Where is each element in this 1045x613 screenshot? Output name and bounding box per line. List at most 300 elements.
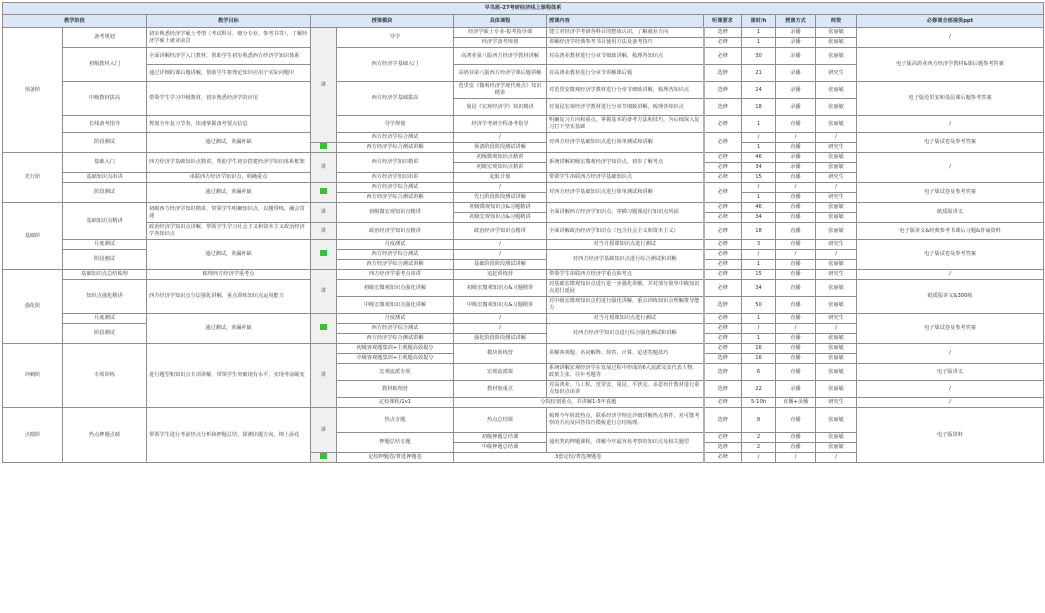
- goal: 初级西方经济学知识精讲，带领学生明确知识点，以题带练，融会贯通: [147, 203, 311, 223]
- header-ppt: 必修课全部提供ppt: [857, 15, 1044, 28]
- mode: 直播: [776, 223, 816, 240]
- teacher: 张丽敏: [816, 38, 857, 48]
- header-goal: 教学目标: [147, 15, 311, 28]
- hours: /: [742, 183, 776, 193]
- table-row: [3, 116, 1044, 133]
- hours: 8: [742, 408, 776, 433]
- hours: 18: [742, 99, 776, 116]
- sub-stage: 阶段测试: [63, 324, 147, 344]
- teacher: /: [816, 183, 857, 193]
- course: 初级微观知识点&习题精讲: [454, 203, 547, 213]
- hours: 2: [742, 443, 776, 453]
- hours: 22: [742, 381, 776, 398]
- requirement: 选修: [704, 381, 742, 398]
- course: 初级宏微观知识点&习题精讲: [454, 280, 547, 297]
- hours: 34: [742, 163, 776, 173]
- goal: 通过测试，查漏补缺: [147, 183, 311, 203]
- sub-stage: 备考规划: [63, 28, 147, 48]
- content: 系统讲解初级宏微观经济学知识点，初步了解考点: [547, 153, 704, 173]
- hours: 1: [742, 334, 776, 344]
- content: 对当月授课知识点进行测试: [547, 314, 704, 324]
- hours: 1: [742, 314, 776, 324]
- table-row: [3, 344, 1044, 354]
- teacher: 研究生: [816, 398, 857, 408]
- mode: /: [776, 133, 816, 143]
- header-teacher: 师资: [816, 15, 857, 28]
- teacher: 张丽敏: [816, 153, 857, 163]
- mode: 录播: [776, 48, 816, 65]
- requirement: 必修: [704, 153, 742, 163]
- module: 西方经济学综合测试: [337, 324, 454, 334]
- teacher: 研究生: [816, 173, 857, 183]
- requirement: 必修: [704, 260, 742, 270]
- content: 讲解客观题、名词解释、简答、计算、论述答题技巧: [547, 344, 704, 364]
- content: 建立对经济学考研各科目的整体认识，了解就业方向: [547, 28, 704, 38]
- hours: /: [742, 324, 776, 334]
- course: 政治经济学知识点精讲: [454, 223, 547, 240]
- module: 月度测试: [337, 314, 454, 324]
- sub-stage: 基础知识点精讲: [63, 203, 147, 240]
- teacher: 研究生: [816, 270, 857, 280]
- mode: 直播: [776, 344, 816, 354]
- type-lecture: 讲: [311, 28, 337, 143]
- type-lecture: 讲: [311, 344, 337, 408]
- module: 西方经济学综合测试讲解: [337, 193, 454, 203]
- goal: 进行题型和知识点专项讲解，带领学生突破现有水平，实现考前蜕变: [147, 344, 311, 408]
- mode: 直播+录播: [776, 398, 816, 408]
- test-marker-icon: 测: [320, 324, 326, 331]
- hours: /: [742, 453, 776, 463]
- hours: 46: [742, 203, 776, 213]
- table-row: [3, 28, 1044, 38]
- mode: 直播: [776, 443, 816, 453]
- table-row: [3, 48, 1044, 65]
- type-lecture: 讲: [311, 153, 337, 183]
- content: 带领学生串联西方经济学重点和考点: [547, 270, 704, 280]
- type-lecture: 讲: [311, 203, 337, 223]
- teacher: 研究生: [816, 143, 857, 153]
- sub-stage: 中级教材拔高: [63, 82, 147, 116]
- sub-stage: 月度测试: [63, 240, 147, 250]
- teacher: 张丽敏: [816, 408, 857, 433]
- ppt: /: [857, 398, 1044, 408]
- course: /: [454, 133, 547, 143]
- sub-stage: 知识点强化精讲: [63, 280, 147, 314]
- hours: /: [742, 133, 776, 143]
- requirement: 必修: [704, 116, 742, 133]
- sub-stage: 专项训练: [63, 344, 147, 408]
- teacher: 张丽敏: [816, 48, 857, 65]
- requirement: 选修: [704, 65, 742, 82]
- module: 导学: [337, 28, 454, 48]
- teacher: 张丽敏: [816, 344, 857, 354]
- requirement: 选修: [704, 443, 742, 453]
- hours: 16: [742, 344, 776, 354]
- goal: 西方经济学基础知识点精讲，帮助学生初步搭建经济学知识体系框架: [147, 153, 311, 173]
- sub-stage: 阶段测试: [63, 133, 147, 153]
- mode: 直播: [776, 203, 816, 213]
- course: 教材划重点: [454, 381, 547, 398]
- content: 对曼昆宏观经济学教材进行分章节细致讲解，梳理各知识点: [547, 99, 704, 116]
- hours: 50: [742, 297, 776, 314]
- sub-stage: 热点押题点睛: [63, 408, 147, 463]
- requirement: 必修: [704, 173, 742, 183]
- content: 带领学生串联西方经济学基础知识点: [547, 173, 704, 183]
- hours: /: [742, 250, 776, 260]
- content: 对西方经济学基础知识点进行综合测试和讲解: [547, 250, 704, 270]
- sub-stage: 基础知识点串讲: [63, 173, 147, 183]
- goal: 通过测试，查漏补缺: [147, 314, 311, 344]
- module: 西方经济学知识精讲: [337, 153, 454, 173]
- hours: 1: [742, 116, 776, 133]
- table-row: [3, 223, 1044, 240]
- ppt: /: [857, 270, 1044, 280]
- course: 初级宏观知识点精讲: [454, 163, 547, 173]
- course: 热点总结课: [454, 408, 547, 433]
- type-lecture: 讲: [311, 408, 337, 453]
- requirement: 必修: [704, 344, 742, 354]
- stage-name: 基础阶: [3, 203, 63, 270]
- hours: 1: [742, 193, 776, 203]
- mode: 直播: [776, 193, 816, 203]
- sub-stage: 阶段测试: [63, 183, 147, 203]
- mode: 直播: [776, 364, 816, 381]
- header-content: 授课内容: [547, 15, 704, 28]
- mode: 直播: [776, 240, 816, 250]
- content: 对高鸿业教材进行分章节细致讲解，梳理各知识点: [547, 48, 704, 65]
- test-marker-icon: 测: [320, 143, 326, 150]
- ppt: 电子版讲义&经典参考书课后习题&背诵资料: [857, 223, 1044, 240]
- teacher: 张丽敏: [816, 433, 857, 443]
- course: 追赶训练营: [454, 270, 547, 280]
- test-marker-icon: 测: [320, 453, 326, 460]
- stage-name: 冲刺阶: [3, 344, 63, 408]
- hours: 21: [742, 65, 776, 82]
- mode: 直播: [776, 260, 816, 270]
- teacher: /: [816, 453, 857, 463]
- ppt: 电子版试卷及参考答案: [857, 183, 1044, 203]
- hours: 18: [742, 223, 776, 240]
- content: 全面讲解政治经济学知识点（包含社会主义和资本主义）: [547, 223, 704, 240]
- mode: 直播: [776, 213, 816, 223]
- module: 政治经济学知识点精讲: [337, 223, 454, 240]
- requirement: 选修: [704, 364, 742, 381]
- ppt: /: [857, 381, 1044, 398]
- content: 全面讲解西方经济学知识点，穿插习题课进行知识点巩固: [547, 203, 704, 223]
- teacher: 张丽敏: [816, 297, 857, 314]
- teacher: /: [816, 324, 857, 334]
- ppt: /: [857, 153, 1044, 183]
- mode: 直播: [776, 408, 816, 433]
- table-row: [3, 153, 1044, 163]
- sub-stage: 月度测试: [63, 314, 147, 324]
- hours: 34: [742, 213, 776, 223]
- type-test: [311, 143, 337, 153]
- requirement: 必修: [704, 48, 742, 65]
- sub-stage: 基础入门: [63, 153, 147, 173]
- mode: 录播: [776, 153, 816, 163]
- hours: 1: [742, 260, 776, 270]
- ppt: 电子版试卷及参考答案: [857, 133, 1044, 153]
- ppt: 电子版试卷及参考答案: [857, 314, 1044, 344]
- content: 对西方经济学基础知识点进行简单测试和讲解: [547, 133, 704, 153]
- teacher: 张丽敏: [816, 203, 857, 213]
- type-lecture: 讲: [311, 270, 337, 314]
- hours: 16: [742, 354, 776, 364]
- table-row: [3, 270, 1044, 280]
- hours: 15: [742, 173, 776, 183]
- header-requirement: 听课要求: [704, 15, 742, 28]
- module: 教材梳理营: [337, 381, 454, 398]
- requirement: 选修: [704, 99, 742, 116]
- hours: 1: [742, 28, 776, 38]
- stage-name: 强化阶: [3, 270, 63, 344]
- module: 宏观流派专项: [337, 364, 454, 381]
- mode: /: [776, 250, 816, 260]
- module: 西方经济学基础拔高: [337, 82, 454, 116]
- course: 中级押题总结课: [454, 443, 547, 453]
- requirement: 必修: [704, 240, 742, 250]
- goal: 通过测试，查漏补缺: [147, 240, 311, 270]
- table-row: [3, 280, 1044, 297]
- module: 中级客观题集训+主观题高效提分: [337, 354, 454, 364]
- goal: 规划全年复习节奏，快速掌握备考要点信息: [147, 116, 311, 133]
- content: 对范里安微观经济学教材进行分章节细致讲解，梳理各知识点: [547, 82, 704, 99]
- content: 梳理今年时政热点，联系经济学理论详细讲解热点事件，对可能考察的方向及回答技巧模板进行总结梳理。: [547, 408, 704, 433]
- ppt: /: [857, 116, 1044, 133]
- module: 西方经济学综合测试: [337, 250, 454, 260]
- module: 定校押题卷/菁选押题卷: [337, 453, 454, 463]
- course: 高鸿业第八版西方经济学课后题讲解: [454, 65, 547, 82]
- hours: 5-10h: [742, 398, 776, 408]
- ppt: 纸质版讲义: [857, 203, 1044, 223]
- mode: 直播: [776, 297, 816, 314]
- mode: 录播: [776, 381, 816, 398]
- module: 西方经济学综合测试讲解: [337, 334, 454, 344]
- content: 系统讲解宏观经济学在发展过程中形成的6大流派及其代表人物、政策主张、往年考题等: [547, 364, 704, 381]
- module: 押题总结专题: [337, 433, 454, 453]
- mode: 录播: [776, 38, 816, 48]
- type-test: [311, 314, 337, 344]
- table-title: 早鸟班-27考研经济线上课程体系: [3, 3, 1044, 15]
- requirement: 必修: [704, 38, 742, 48]
- teacher: 张丽敏: [816, 163, 857, 173]
- ppt: 电子版讲义: [857, 364, 1044, 381]
- content: 对西方经济学基础知识点进行简单测试和讲解: [547, 183, 704, 203]
- mode: 录播: [776, 163, 816, 173]
- content: 分院校划重点，并讲解1-5年真题: [454, 398, 704, 408]
- content: 对高鸿业教材进行分章节讲解课后题: [547, 65, 704, 82]
- requirement: 必修: [704, 270, 742, 280]
- header-module: 授课模块: [311, 15, 454, 28]
- goal: 初步熟悉经济学硕士考情（考试科目、细分专业、参考书等），了解经济学硕士就业前景: [147, 28, 311, 48]
- course: 强化阶段阶段测试讲解: [454, 334, 547, 344]
- content: 对西方经济学知识点进行综合强化测试和讲解: [547, 324, 704, 344]
- table-row: [3, 82, 1044, 99]
- content: 明确复习方向和重点，掌握基本的备考方法和技巧，为后续深入复习打下坚实基础: [547, 116, 704, 133]
- stage-name: 点睛阶: [3, 408, 63, 463]
- mode: 直播: [776, 433, 816, 443]
- requirement: 必修: [704, 280, 742, 297]
- teacher: 张丽敏: [816, 116, 857, 133]
- course: /: [454, 183, 547, 193]
- goal: 通过详细的课后题讲解，帮助学生将理论知识应用于实际问题中: [147, 65, 311, 82]
- requirement: 必修: [704, 324, 742, 334]
- header-row: [3, 15, 1044, 28]
- table-row: [3, 408, 1044, 433]
- module: 西方经济学综合测试: [337, 183, 454, 193]
- goal: 带领学生进行考前热点分析和押题总结，探测出题方向，锦上添花: [147, 408, 311, 463]
- content: 3套定校/菁选押题卷: [454, 453, 704, 463]
- ppt: 电子版资料: [857, 408, 1044, 463]
- table-row: [3, 183, 1044, 193]
- requirement: 必修: [704, 314, 742, 324]
- course: 初级宏观知识点&习题精讲: [454, 213, 547, 223]
- teacher: 张丽敏: [816, 381, 857, 398]
- course: 起航计划: [454, 173, 547, 183]
- requirement: 选修: [704, 28, 742, 38]
- mode: /: [776, 324, 816, 334]
- test-marker-icon: 测: [320, 250, 326, 257]
- course: /: [454, 314, 547, 324]
- course: 曼昆《宏观经济学》知识精讲: [454, 99, 547, 116]
- goal: 政治经济学知识点讲解，带领学生学习社会主义和资本主义政治经济学各知识点: [147, 223, 311, 240]
- mode: 录播: [776, 82, 816, 99]
- table-row: [3, 240, 1044, 250]
- requirement: 必修: [704, 213, 742, 223]
- teacher: 张丽敏: [816, 213, 857, 223]
- mode: 直播: [776, 280, 816, 297]
- teacher: 研究生: [816, 193, 857, 203]
- header-mode: 授课方式: [776, 15, 816, 28]
- teacher: 张丽敏: [816, 82, 857, 99]
- mode: 录播: [776, 65, 816, 82]
- mode: 直播: [776, 354, 816, 364]
- teacher: 张丽敏: [816, 443, 857, 453]
- module: 定校课程/1v1: [337, 398, 454, 408]
- test-marker-icon: 测: [320, 188, 326, 195]
- course: 中级宏微观知识点&习题精讲: [454, 297, 547, 314]
- goal: 梳理西方经济学重考点: [147, 270, 311, 280]
- stage-name: 先行阶: [3, 153, 63, 203]
- mode: 录播: [776, 28, 816, 38]
- teacher: 研究生: [816, 314, 857, 324]
- requirement: 选修: [704, 297, 742, 314]
- teacher: 张丽敏: [816, 354, 857, 364]
- mode: 直播: [776, 116, 816, 133]
- mode: /: [776, 453, 816, 463]
- ppt: /: [857, 344, 1044, 364]
- teacher: 研究生: [816, 240, 857, 250]
- requirement: 必修: [704, 334, 742, 344]
- course: 先行阶段阶段测试讲解: [454, 193, 547, 203]
- module: 西方经济学综合测试讲解: [337, 260, 454, 270]
- mode: 直播: [776, 314, 816, 324]
- content: 对当月授课知识点进行测试: [547, 240, 704, 250]
- type-test: [311, 240, 337, 270]
- module: 西方经济学知识串讲: [337, 173, 454, 183]
- hours: 34: [742, 280, 776, 297]
- requirement: 必修: [704, 163, 742, 173]
- sub-stage: 基础知识点总结梳理: [63, 270, 147, 280]
- ppt: 电子版试卷及参考答案: [857, 240, 1044, 270]
- teacher: /: [816, 250, 857, 260]
- stage-name: 预备阶: [3, 28, 63, 153]
- course: 预备阶段阶段测试讲解: [454, 143, 547, 153]
- teacher: 张丽敏: [816, 223, 857, 240]
- sub-stage: 长线备考指导: [63, 116, 147, 133]
- requirement: 选修: [704, 408, 742, 433]
- course: 模块训练营: [454, 344, 547, 364]
- teacher: /: [816, 133, 857, 143]
- requirement: 必修: [704, 183, 742, 203]
- header-hours: 课时/h: [742, 15, 776, 28]
- hours: 1: [742, 38, 776, 48]
- goal: 全面讲解经济学入门教材，帮助学生初步熟悉西方经济学知识体系: [147, 48, 311, 65]
- mode: 直播: [776, 270, 816, 280]
- type-test: [311, 183, 337, 203]
- requirement: 必修: [704, 398, 742, 408]
- requirement: 选修: [704, 354, 742, 364]
- hours: 30: [742, 48, 776, 65]
- course: 经济学考研全程备考指导: [454, 116, 547, 133]
- course: 经济学备考规划: [454, 38, 547, 48]
- module: 初级宏微观知识点强化讲解: [337, 280, 454, 297]
- module: 初级客观题集训+主观题高效提分: [337, 344, 454, 354]
- module: 西方经济学综合测试讲解: [337, 143, 454, 153]
- mode: /: [776, 183, 816, 193]
- hours: 46: [742, 153, 776, 163]
- requirement: 必修: [704, 133, 742, 153]
- type-lecture: 讲: [311, 223, 337, 240]
- course: 范里安《微观经济学现代观点》知识精讲: [454, 82, 547, 99]
- teacher: 研究生: [816, 65, 857, 82]
- hours: 1: [742, 143, 776, 153]
- requirement: 必修: [704, 203, 742, 213]
- sub-stage: 阶段测试: [63, 250, 147, 270]
- module: 导学规划: [337, 116, 454, 133]
- teacher: 张丽敏: [816, 99, 857, 116]
- module: 中级宏微观知识点强化讲解: [337, 297, 454, 314]
- course: /: [454, 324, 547, 334]
- mode: 直播: [776, 334, 816, 344]
- content: 通用类的押题课程，讲解今年最容易考察的知识点及相关题型: [547, 433, 704, 453]
- module: 西方经济学基础入门: [337, 48, 454, 82]
- teacher: 张丽敏: [816, 260, 857, 270]
- ppt: 电子版高鸿业西方经济学教材&课后题参考答案: [857, 48, 1044, 82]
- goal: 通过测试，查漏补缺: [147, 133, 311, 153]
- requirement: 必修: [704, 433, 742, 443]
- header-stage: 教学阶段: [3, 15, 147, 28]
- content: 讲解经济学经典参考书目使用方法及备考技巧: [547, 38, 704, 48]
- ppt: 电子版范里安和曼昆课后题参考答案: [857, 82, 1044, 116]
- course: 初级押题总结课: [454, 433, 547, 443]
- requirement: 必修: [704, 453, 742, 463]
- goal: 串联西方经济学知识点，明确重点: [147, 173, 311, 183]
- hours: 2: [742, 433, 776, 443]
- mode: 直播: [776, 143, 816, 153]
- hours: 6: [742, 364, 776, 381]
- ppt: 纸质版讲义&300练: [857, 280, 1044, 314]
- course: 基础阶段阶段测试讲解: [454, 260, 547, 270]
- goal: 带领学生学习中级教材，初步熟悉经济学的应用: [147, 82, 311, 116]
- teacher: 张丽敏: [816, 334, 857, 344]
- module: 西方经济学综合测试: [337, 133, 454, 143]
- course: 宏观流派课: [454, 364, 547, 381]
- module: 西方经济学重考点串讲: [337, 270, 454, 280]
- hours: 3: [742, 240, 776, 250]
- course: 高鸿业第八版西方经济学教材讲解: [454, 48, 547, 65]
